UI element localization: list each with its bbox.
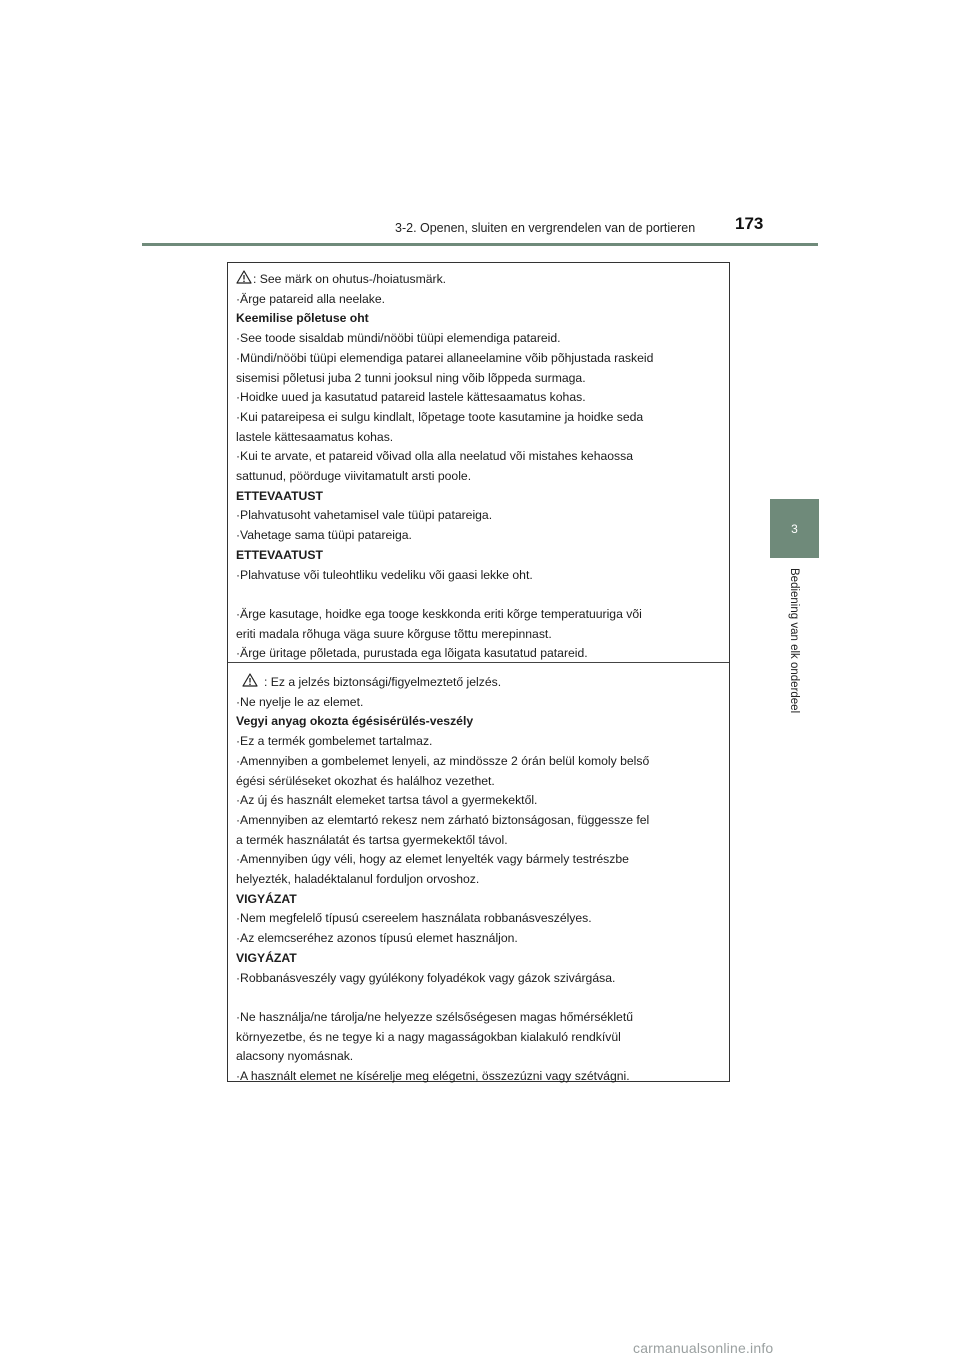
warning-line-text: ·Ne használja/ne tárolja/ne helyezze szélsőségesen magas hőmérsékletű [236, 1009, 633, 1024]
warning-line-text: lastele kättesaamatus kohas. [236, 429, 394, 444]
watermark: carmanualsonline.info [633, 1340, 774, 1356]
warning-line-text: ·Hoidke uued ja kasutatud patareid lastele kättesaamatus kohas. [236, 390, 586, 405]
warning-line [236, 693, 721, 713]
warning-heading [236, 949, 721, 969]
warning-line [236, 369, 721, 389]
warning-line-text: ·Plahvatusoht vahetamisel vale tüüpi patareiga. [236, 508, 493, 523]
warning-line-text: égési sérüléseket okozhat és halálhoz vezethet. [236, 773, 495, 788]
chapter-label: Bediening van elk onderdeel [788, 568, 800, 714]
warning-line [236, 969, 721, 989]
warning-line [236, 270, 721, 290]
warning-line-text: környezetbe, és ne tegye ki a nagy magasságokban kialakuló rendkívül [236, 1029, 621, 1044]
warning-line [236, 909, 721, 929]
warning-line-text: a termék használatát és tartsa gyermekektől távol. [236, 832, 508, 847]
warning-line-text: eriti madala rõhuga väga suure kõrguse tõttu merepinnast. [236, 626, 552, 641]
warning-line-text: ·Vahetage sama tüüpi patareiga. [236, 528, 412, 543]
warning-line-text: ·Ärge kasutage, hoidke ega tooge keskkonda eriti kõrge temperatuuriga või [236, 606, 642, 621]
warning-heading [236, 546, 721, 566]
warning-line [236, 673, 721, 693]
warning-line-text: ·Ez a termék gombelemet tartalmaz. [236, 734, 433, 749]
warning-line-text: VIGYÁZAT [236, 950, 297, 965]
warning-line [236, 506, 721, 526]
warning-line-text: sattunud, pöörduge viivitamatult arsti poole. [236, 469, 472, 484]
warning-line-text: ·Nem megfelelő típusú csereelem használata robbanásveszélyes. [236, 911, 592, 926]
warning-line-text: VIGYÁZAT [236, 891, 297, 906]
header-divider [142, 243, 818, 246]
section-title: 3-2. Openen, sluiten en vergrendelen van de portieren [395, 221, 696, 235]
warning-line-text: ·Kui te arvate, et patareid võivad olla alla neelatud või mistahes kehaossa [236, 449, 634, 464]
chapter-number: 3 [791, 521, 798, 536]
page-number: 173 [735, 214, 764, 233]
warning-line-text: ·Kui patareipesa ei sulgu kindlalt, lõpetage toote kasutamine ja hoidke seda [236, 409, 644, 424]
warning-line-text: ETTEVAATUST [236, 488, 323, 503]
warning-line-text: ·Ärge üritage põletada, purustada ega lõigata kasutatud patareid. [236, 646, 588, 661]
warning-line-text: ·See toode sisaldab mündi/nööbi tüüpi elemendiga patareid. [236, 331, 561, 346]
warning-line [236, 526, 721, 546]
warning-line [236, 428, 721, 448]
warning-line-text: ·A használt elemet ne kísérelje meg elégetni, összezúzni vagy szétvágni. [236, 1069, 630, 1084]
chapter-tab[interactable] [770, 499, 819, 558]
warning-line [236, 791, 721, 811]
warning-line-text: Vegyi anyag okozta égésisérülés-veszély [236, 714, 474, 729]
warning-line-text: ·Plahvatuse või tuleohtliku vedeliku või gaasi lekke oht. [236, 567, 533, 582]
warning-line [236, 566, 721, 586]
warning-line [236, 349, 721, 369]
warning-line-text: helyezték, haladéktalanul forduljon orvoshoz. [236, 872, 480, 887]
warning-line-text: ·Ärge patareid alla neelake. [236, 291, 386, 306]
warning-line-text: ·Amennyiben az elemtartó rekesz nem zárható biztonságosan, függessze fel [236, 812, 650, 827]
warning-line [236, 732, 721, 752]
warning-heading [236, 309, 721, 329]
warning-line [236, 850, 721, 870]
warning-heading [236, 712, 721, 732]
warning-line [236, 644, 721, 664]
warning-line [236, 1067, 721, 1087]
battery-warning-box [227, 262, 730, 1082]
warning-line [236, 447, 721, 467]
warning-line-text: alacsony nyomásnak. [236, 1049, 354, 1064]
warning-line-text: ·Az új és használt elemeket tartsa távol a gyermekektől. [236, 793, 538, 808]
warning-line [236, 605, 721, 625]
warning-line [236, 1047, 721, 1067]
warning-line [236, 1028, 721, 1048]
warning-line [236, 831, 721, 851]
warning-heading [236, 487, 721, 507]
chapter-label-vertical [788, 568, 802, 738]
warning-line [236, 772, 721, 792]
warning-section-estonian [228, 263, 729, 663]
warning-line [236, 408, 721, 428]
warning-triangle-icon [242, 673, 258, 687]
warning-line-text: ·Mündi/nööbi tüüpi elemendiga patarei allaneelamine võib põhjustada raskeid [236, 350, 654, 365]
warning-line-text: sisemisi põletusi juba 2 tunni jooksul ning võib lõppeda surmaga. [236, 370, 586, 385]
warning-line [236, 752, 721, 772]
warning-line-text: ETTEVAATUST [236, 547, 323, 562]
warning-line [236, 290, 721, 310]
warning-line [236, 811, 721, 831]
warning-line [236, 929, 721, 949]
warning-line-text: : Ez a jelzés biztonsági/figyelmeztető jelzés. [264, 675, 502, 689]
warning-section-hungarian [228, 663, 729, 1093]
warning-line-text: Keemilise põletuse oht [236, 311, 369, 326]
warning-line-text: ·Robbanásveszély vagy gyúlékony folyadékok vagy gázok szivárgása. [236, 970, 616, 985]
warning-line [236, 870, 721, 890]
warning-triangle-icon [236, 270, 252, 284]
warning-line-text: ·Amennyiben a gombelemet lenyeli, az mindössze 2 órán belül komoly belső [236, 753, 650, 768]
warning-line [236, 1008, 721, 1028]
warning-line-text: ·Az elemcseréhez azonos típusú elemet használjon. [236, 931, 518, 946]
warning-line-text: : See märk on ohutus-/hoiatusmärk. [253, 272, 447, 286]
warning-heading [236, 890, 721, 910]
warning-line [236, 467, 721, 487]
warning-line [236, 388, 721, 408]
warning-line [236, 329, 721, 349]
warning-line-text: ·Amennyiben úgy véli, hogy az elemet lenyelték vagy bármely testrészbe [236, 852, 629, 867]
warning-line-text: ·Ne nyelje le az elemet. [236, 694, 364, 709]
warning-line [236, 625, 721, 645]
